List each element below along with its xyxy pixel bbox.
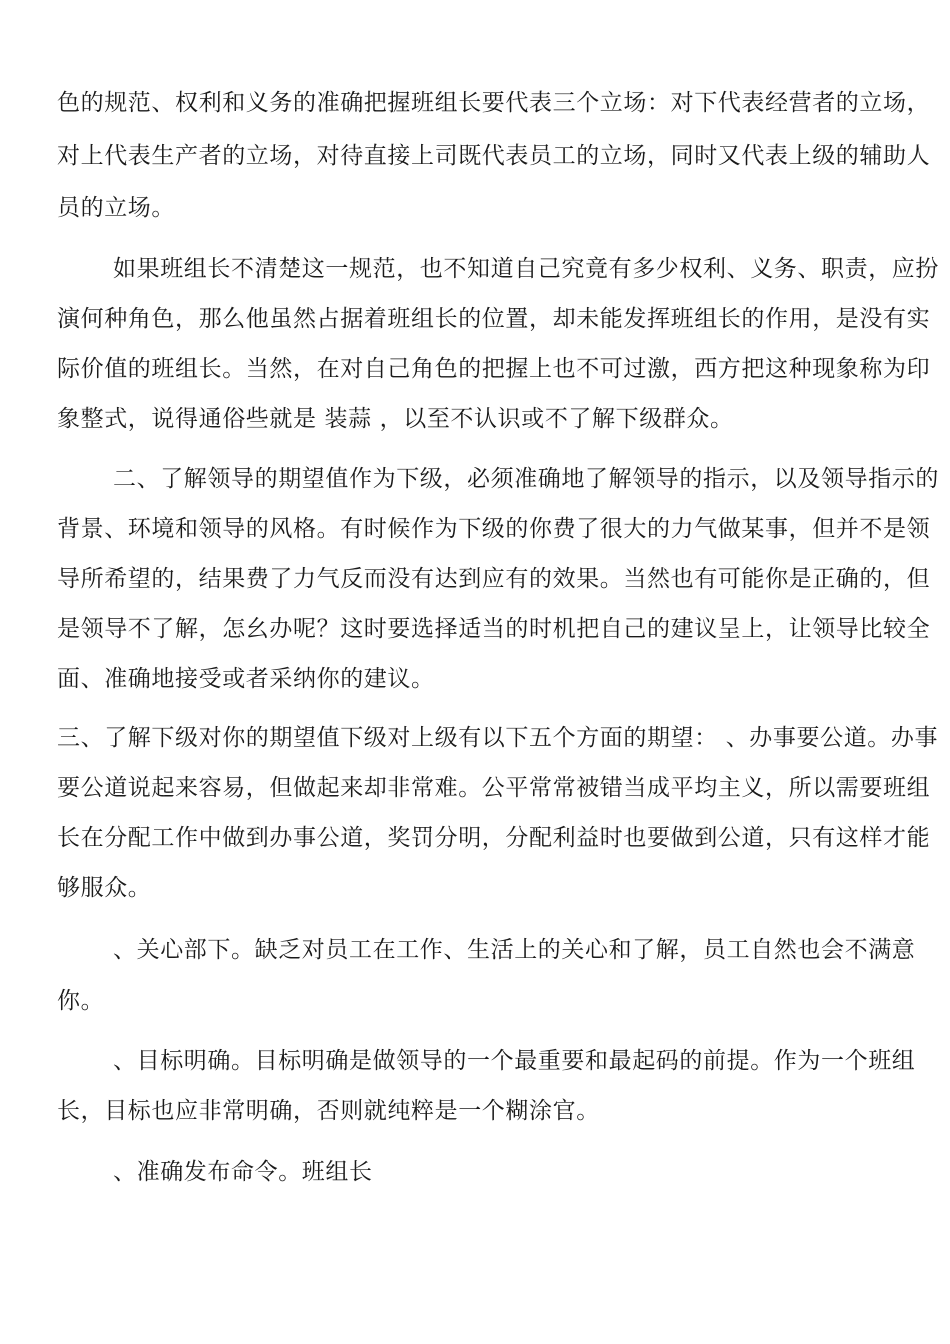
text-line: 际价值的班组长。当然，在对自己角色的把握上也不可过激，西方把这种现象称为印 bbox=[57, 356, 931, 382]
text-line: 面、准确地接受或者采纳你的建议。 bbox=[57, 666, 435, 692]
text-line: 、准确发布命令。班组长 bbox=[113, 1159, 373, 1185]
text-line: 要公道说起来容易，但做起来却非常难。公平常常被错当成平均主义，所以需要班组 bbox=[57, 775, 931, 801]
text-line: 长在分配工作中做到办事公道，奖罚分明，分配利益时也要做到公道，只有这样才能 bbox=[57, 825, 931, 851]
text-line: 你。 bbox=[57, 988, 105, 1014]
text-line: 是领导不了解，怎幺办呢？这时要选择适当的时机把自己的建议呈上，让领导比较全 bbox=[57, 616, 931, 642]
text-line: 演何种角色，那么他虽然占据着班组长的位置，却未能发挥班组长的作用，是没有实 bbox=[57, 306, 931, 332]
text-line: 象整式，说得通俗些就是 装蒜 ，以至不认识或不了解下级群众。 bbox=[57, 406, 734, 432]
text-line: 色的规范、权利和义务的准确把握班组长要代表三个立场：对下代表经营者的立场， bbox=[57, 90, 931, 116]
text-line: 如果班组长不清楚这一规范，也不知道自己究竟有多少权利、义务、职责，应扮 bbox=[113, 256, 939, 282]
text-line: 、目标明确。目标明确是做领导的一个最重要和最起码的前提。作为一个班组 bbox=[113, 1048, 916, 1074]
text-line: 员的立场。 bbox=[57, 195, 175, 221]
text-line: 够服众。 bbox=[57, 875, 152, 901]
text-line: 长，目标也应非常明确，否则就纯粹是一个糊涂官。 bbox=[57, 1098, 600, 1124]
text-line: 、关心部下。缺乏对员工在工作、生活上的关心和了解，员工自然也会不满意 bbox=[113, 937, 916, 963]
text-line: 背景、环境和领导的风格。有时候作为下级的你费了很大的力气做某事，但并不是领 bbox=[57, 516, 931, 542]
text-line: 对上代表生产者的立场，对待直接上司既代表员工的立场，同时又代表上级的辅助人 bbox=[57, 143, 931, 169]
text-line: 二、了解领导的期望值作为下级，必须准确地了解领导的指示，以及领导指示的 bbox=[113, 466, 939, 492]
text-line: 三、了解下级对你的期望值下级对上级有以下五个方面的期望： 、办事要公道。办事 bbox=[57, 725, 939, 751]
text-line: 导所希望的，结果费了力气反而没有达到应有的效果。当然也有可能你是正确的，但 bbox=[57, 566, 931, 592]
